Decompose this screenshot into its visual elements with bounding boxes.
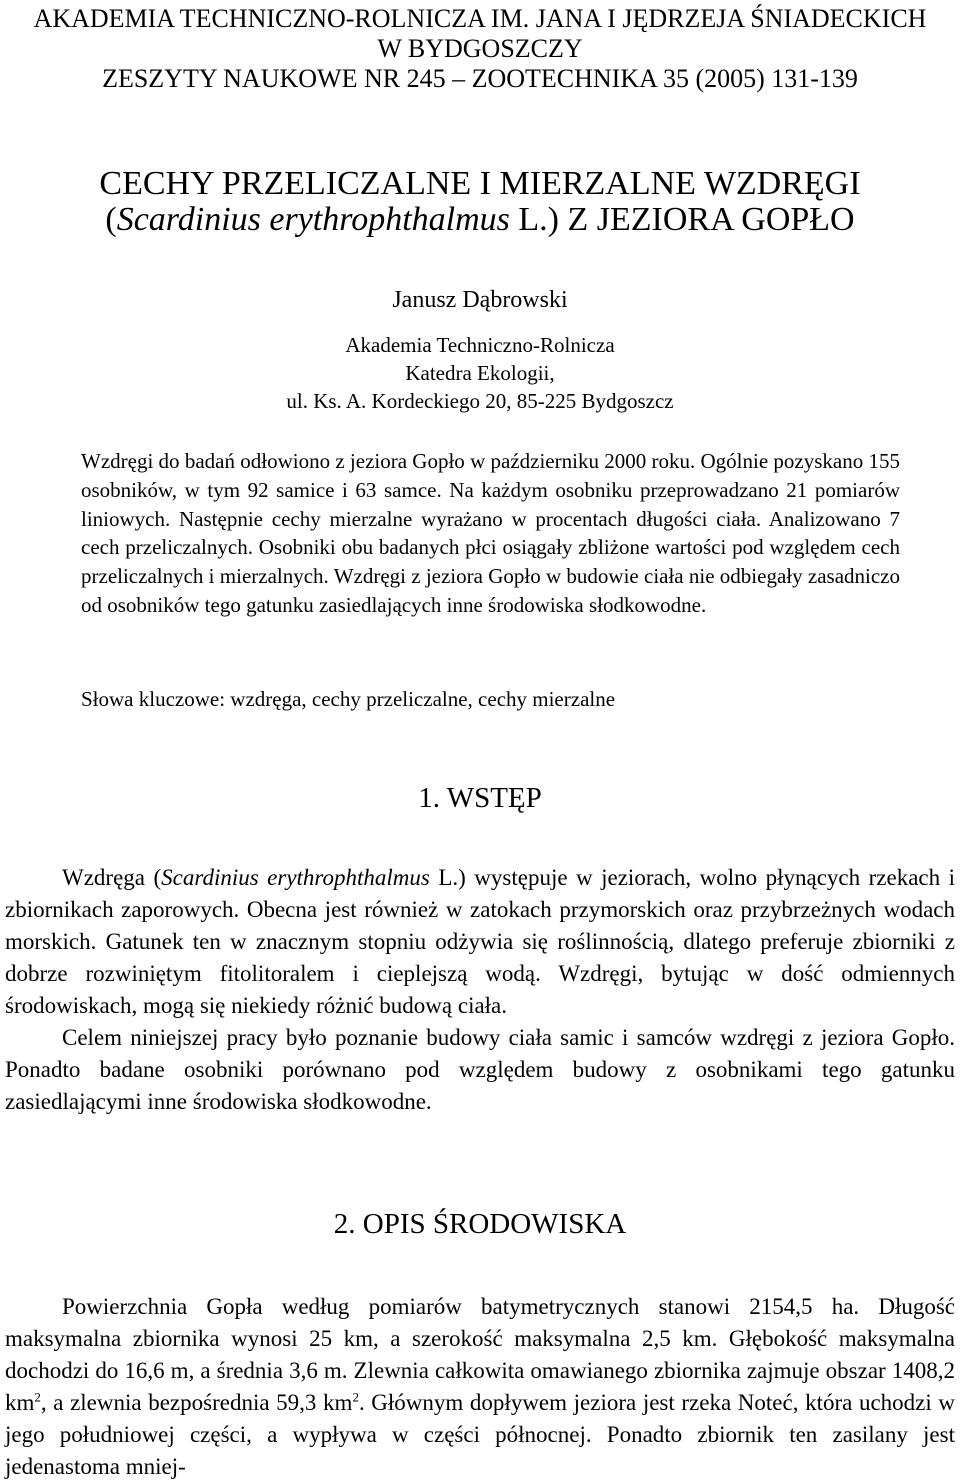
introduction-paragraph-1: Wzdręga (Scardinius erythrophthalmus L.) występuje w jeziorach, wolno płynących rzekach i zbiornikach zaporowych. Obecna jest również w zatokach przymorskich oraz przybrzeżnych wodach morskich. Gatunek ten w znacznym stopniu odżywia się roślinnością, dlatego preferuje zbiorniki z dobrze rozwiniętym fitolitoralem i cieplejszą wodą. Wzdręgi, bytując w dość odmiennych środowiskach, mogą się niekiedy różnić budową ciała. — [5, 865, 955, 1018]
species-name: Scardinius erythrophthalmus — [161, 865, 430, 890]
journal-issue-line: ZESZYTY NAUKOWE NR 245 – ZOOTECHNIKA 35 (2005) 131-139 — [102, 64, 858, 93]
introduction-body — [5, 862, 955, 1118]
environment-body — [5, 1291, 955, 1483]
journal-header — [0, 4, 960, 94]
section-heading-introduction: 1. WSTĘP — [418, 782, 542, 814]
title-species: Scardinius erythrophthalmus — [116, 201, 510, 238]
author-affiliation — [0, 331, 960, 415]
city-line: W BYDGOSZCZY — [377, 34, 583, 63]
title-line-1: CECHY PRZELICZALNE I MIERZALNE WZDRĘGI — [99, 165, 861, 202]
abstract: Wzdręgi do badań odłowiono z jeziora Gopło w październiku 2000 roku. Ogólnie pozyskano 155 osobników, w tym 92 samice i 63 samce. Na każdym osobniku przeprowadzano 21 pomiarów liniowych. Następnie cechy mierzalne wyrażano w procentach długości ciała. Analizowano 7 cech przeliczalnych. Osobniki obu badanych płci osiągały zbliżone wartości pod względem cech przeliczalnych i mierzalnych. Wzdręgi z jeziora Gopło w budowie ciała nie odbiegały zasadniczo od osobników tego gatunku zasiedlających inne środowiska słodkowodne. — [81, 449, 900, 617]
affiliation-line-3: ul. Ks. A. Kordeckiego 20, 85-225 Bydgoszcz — [286, 389, 674, 413]
keywords: Słowa kluczowe: wzdręga, cechy przeliczalne, cechy mierzalne — [81, 687, 616, 711]
title-line-2: (Scardinius erythrophthalmus L.) Z JEZIORA GOPŁO — [105, 201, 855, 238]
affiliation-line-1: Akademia Techniczno-Rolnicza — [345, 333, 615, 357]
paper-title — [0, 166, 960, 238]
affiliation-line-2: Katedra Ekologii, — [405, 361, 555, 385]
institution-line: AKADEMIA TECHNICZNO-ROLNICZA IM. JANA I JĘDRZEJA ŚNIADECKICH — [33, 4, 927, 33]
environment-paragraph-1: Powierzchnia Gopła według pomiarów batymetrycznych stanowi 2154,5 ha. Długość maksymalna zbiornika wynosi 25 km, a szerokość maksymalna 2,5 km. Głębokość maksymalna dochodzi do 16,6 m, a średnia 3,6 m. Zlewnia całkowita omawianego zbiornika zajmuje obszar 1408,2 $km^2$, a zlewnia bezpośrednia 59,3 $km^2$. Głównym dopływem jeziora jest rzeka Noteć, która uchodzi w jego południowej części, a wypływa w części północnej. Ponadto zbiornik ten zasilany jest jedenastoma mniej- — [5, 1294, 955, 1479]
author-name: Janusz Dąbrowski — [392, 287, 568, 313]
section-heading-environment: 2. OPIS ŚRODOWISKA — [333, 1208, 627, 1240]
introduction-paragraph-2: Celem niniejszej pracy było poznanie budowy ciała samic i samców wzdręgi z jeziora Gopło. Ponadto badane osobniki porównano pod względem budowy z osobnikami tego gatunku zasiedlającymi inne środowiska słodkowodne. — [5, 1025, 955, 1114]
